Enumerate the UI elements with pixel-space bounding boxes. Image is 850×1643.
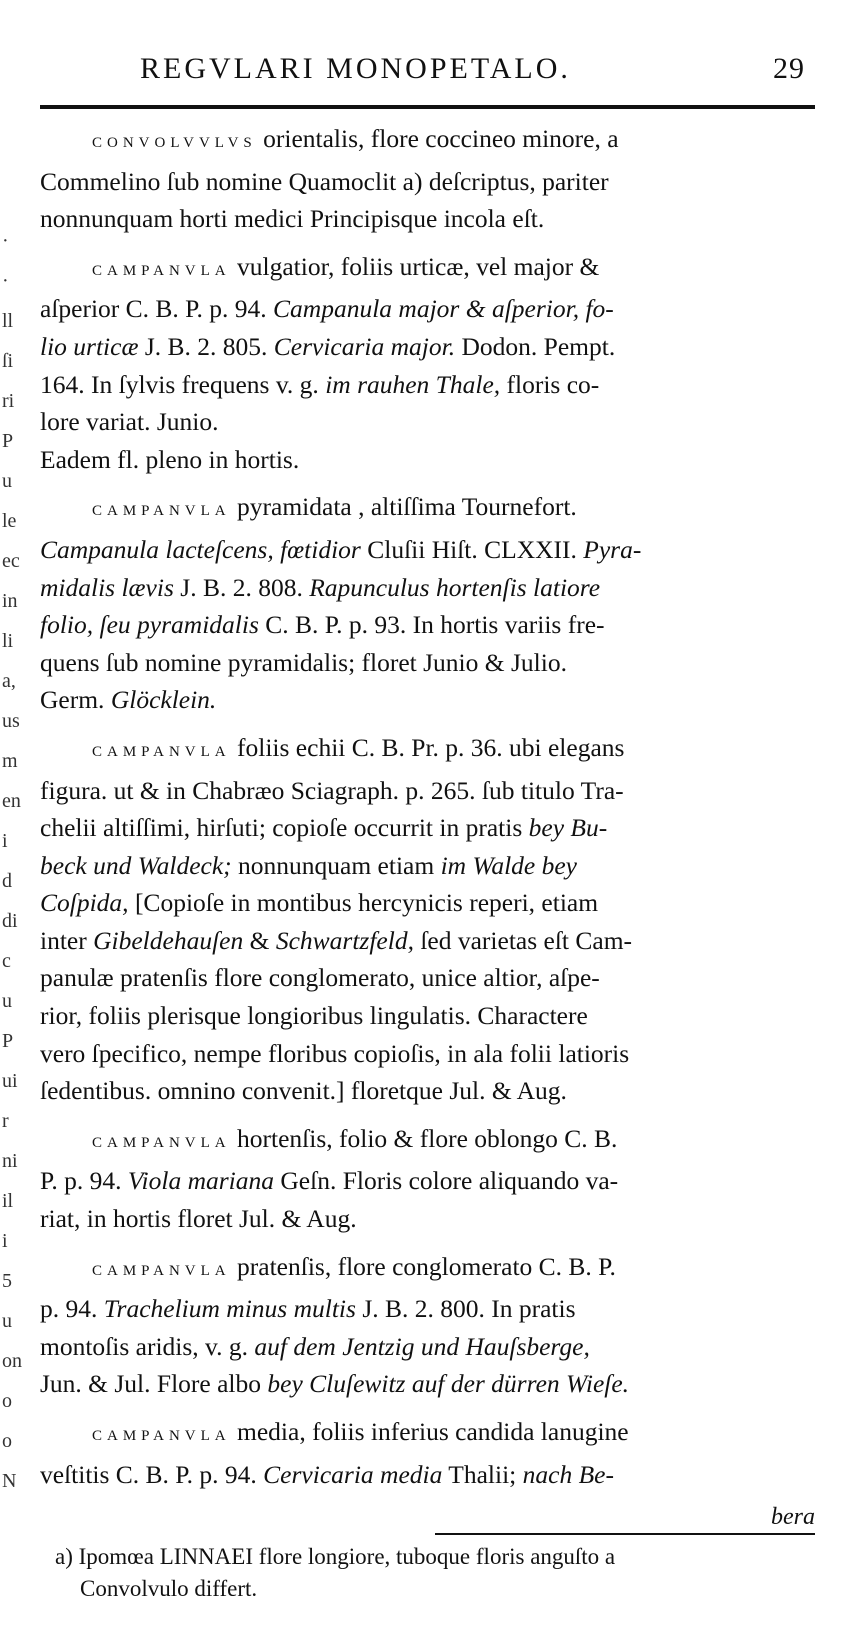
text-segment: C. B. P. p. 93. In hortis variis fre- xyxy=(258,610,605,640)
text-segment: rior, foliis plerisque longioribus lingulatis. Charactere xyxy=(40,1001,588,1031)
text-line xyxy=(40,531,815,569)
margin-mark: i xyxy=(2,1230,8,1252)
genus-name: CAMPANVLA xyxy=(92,1428,231,1444)
margin-mark: li xyxy=(2,630,14,652)
text-segment: montoſis aridis, v. g. xyxy=(40,1331,255,1361)
italic-text: beck und Waldeck; xyxy=(40,850,232,880)
margin-mark: o xyxy=(2,1390,12,1412)
text-line xyxy=(40,163,815,201)
text-segment: nonnunquam etiam xyxy=(231,850,441,880)
italic-text: Cervicaria media xyxy=(263,1459,443,1489)
margin-mark: ni xyxy=(2,1150,18,1172)
italic-text: Cervicaria major. xyxy=(273,331,456,361)
entry xyxy=(40,248,815,479)
italic-text: lio urticæ xyxy=(40,331,139,361)
text-line xyxy=(40,729,815,772)
margin-mark: le xyxy=(2,510,17,532)
text-line xyxy=(40,884,815,922)
text-line xyxy=(40,922,815,960)
text-segment: Jun. & Jul. Flore albo xyxy=(40,1369,268,1399)
text-line xyxy=(40,681,815,719)
text-line xyxy=(40,1328,815,1366)
genus-name: CAMPANVLA xyxy=(92,1262,231,1279)
entry xyxy=(40,1413,815,1493)
text-segment: ſedentibus. omnino convenit.] floretque Jul. & Aug. xyxy=(40,1076,567,1106)
italic-text: nach Be- xyxy=(522,1459,614,1489)
page-header xyxy=(140,52,805,92)
running-title: REGVLARI MONOPETALO. xyxy=(140,52,571,85)
entry xyxy=(40,488,815,719)
footnote xyxy=(55,1541,815,1605)
text-segment: riat, in hortis floret Jul. & Aug. xyxy=(40,1204,357,1234)
text-line xyxy=(40,1290,815,1328)
margin-mark: u xyxy=(2,1310,12,1332)
margin-mark: us xyxy=(2,710,20,732)
text-segment: vero ſpecifico, nempe floribus copioſis, in ala folii latioris xyxy=(40,1038,630,1068)
margin-mark: en xyxy=(2,790,21,812)
page-number: 29 xyxy=(773,52,805,85)
margin-mark: u xyxy=(2,990,12,1012)
margin-mark: i xyxy=(2,830,8,852)
text-line xyxy=(40,1248,815,1291)
text-line xyxy=(40,644,815,682)
genus-name: CONVOLVVLVS xyxy=(92,135,257,151)
text-segment: J. B. 2. 808. xyxy=(173,572,310,602)
text-segment: p. 94. xyxy=(40,1294,104,1324)
margin-mark: ri xyxy=(2,390,15,412)
text-segment: [Copioſe in montibus hercynicis reperi, etiam xyxy=(128,888,599,918)
entry xyxy=(40,729,815,1110)
text-segment: Dodon. Pempt. xyxy=(455,331,616,361)
margin-mark: in xyxy=(2,590,18,612)
text-line xyxy=(40,366,815,404)
italic-text: Trachelium minus multis xyxy=(103,1294,356,1324)
text-segment: Commelino ſub nomine Quamoclit a) deſcriptus, pariter xyxy=(40,166,609,196)
margin-mark: · xyxy=(2,230,9,252)
italic-text: folio, ſeu pyramidalis xyxy=(40,610,259,640)
margin-mark: m xyxy=(2,750,18,772)
text-line xyxy=(40,328,815,366)
text-segment: pyramidata , altiſſima Tournefort. xyxy=(230,492,577,522)
text-line xyxy=(40,1035,815,1073)
text-segment: chelii altiſſimi, hirſuti; copioſe occurrit in pratis xyxy=(40,813,529,843)
margin-mark: ec xyxy=(2,550,20,572)
margin-mark: P xyxy=(2,430,14,452)
italic-text: Gibeldehauſen xyxy=(93,925,244,955)
text-segment: vulgatior, foliis urticæ, vel major & xyxy=(230,251,600,281)
italic-text: Pyra- xyxy=(583,534,642,564)
text-segment: panulæ pratenſis flore conglomerato, unice altior, aſpe- xyxy=(40,963,600,993)
margin-mark: o xyxy=(2,1430,12,1452)
margin-mark: ſi xyxy=(2,350,14,372)
margin-mark: d xyxy=(2,870,12,892)
text-line xyxy=(40,403,815,441)
text-line xyxy=(40,200,815,238)
entry xyxy=(40,1248,815,1403)
italic-text: Rapunculus hortenſis latiore xyxy=(309,572,601,602)
text-segment: J. B. 2. 805. xyxy=(138,331,274,361)
italic-text: auf dem Jentzig und Hauſsberge, xyxy=(254,1331,590,1361)
italic-text: Glöcklein. xyxy=(110,685,217,715)
text-line xyxy=(40,1072,815,1110)
text-line xyxy=(40,488,815,531)
margin-mark: P xyxy=(2,1030,14,1052)
text-segment: floris co- xyxy=(500,369,600,399)
text-segment: hortenſis, folio & flore oblongo C. B. xyxy=(230,1123,618,1153)
margin-mark: N xyxy=(2,1470,17,1492)
text-line xyxy=(40,1456,815,1494)
italic-text: im Walde bey xyxy=(440,850,578,880)
text-line xyxy=(40,772,815,810)
text-line xyxy=(40,248,815,291)
text-segment: Geſn. Floris colore aliquando va- xyxy=(274,1166,619,1196)
text-segment: quens ſub nomine pyramidalis; floret Junio & Julio. xyxy=(40,647,567,677)
text-segment: P. p. 94. xyxy=(40,1166,128,1196)
text-segment: & xyxy=(243,925,276,955)
margin-mark: ui xyxy=(2,1070,18,1092)
text-segment: pratenſis, flore conglomerato C. B. P. xyxy=(230,1251,616,1281)
text-segment: Germ. xyxy=(40,685,111,715)
text-line xyxy=(40,441,815,479)
text-line xyxy=(40,606,815,644)
catchword: bera xyxy=(771,1504,815,1531)
text-line xyxy=(40,1200,815,1238)
text-line xyxy=(40,809,815,847)
text-line xyxy=(40,290,815,328)
text-segment: lore variat. Junio. xyxy=(40,407,219,437)
italic-text: bey Cluſewitz auf der dürren Wieſe. xyxy=(267,1369,630,1399)
text-line xyxy=(40,997,815,1035)
text-segment: inter xyxy=(40,925,94,955)
text-line xyxy=(40,1162,815,1200)
margin-mark: u xyxy=(2,470,12,492)
body-text xyxy=(40,120,815,1605)
text-line xyxy=(40,1365,815,1403)
text-line xyxy=(40,120,815,163)
text-segment: 164. In ſylvis frequens v. g. xyxy=(40,369,326,399)
italic-text: bey Bu- xyxy=(528,813,608,843)
genus-name: CAMPANVLA xyxy=(92,262,231,279)
header-rule xyxy=(40,105,815,109)
italic-text: Campanula major & aſperior, fo- xyxy=(273,294,614,324)
text-segment: veſtitis C. B. P. p. 94. xyxy=(40,1459,264,1489)
text-line xyxy=(40,959,815,997)
italic-text: im rauhen Thale, xyxy=(325,369,501,399)
text-line xyxy=(40,569,815,607)
italic-text: Coſpida, xyxy=(40,888,129,918)
text-segment: figura. ut & in Chabræo Sciagraph. p. 265. ſub titulo Tra- xyxy=(40,775,624,805)
text-line xyxy=(40,847,815,885)
margin-mark: ll xyxy=(2,310,14,332)
margin-mark: il xyxy=(2,1190,14,1212)
text-segment: nonnunquam horti medici Principisque incola eſt. xyxy=(40,204,545,234)
entry xyxy=(40,120,815,238)
margin-mark: 5 xyxy=(2,1270,12,1292)
text-segment: foliis echii C. B. Pr. p. 36. ubi elegans xyxy=(230,732,625,762)
text-segment: ſed varietas eſt Cam- xyxy=(413,925,633,955)
text-line xyxy=(40,1120,815,1163)
footnote-rule xyxy=(435,1533,815,1535)
genus-name: CAMPANVLA xyxy=(92,1134,231,1151)
genus-name: CAMPANVLA xyxy=(92,503,231,520)
footnote-line: Convolvulo differt. xyxy=(80,1576,258,1602)
italic-text: Schwartzfeld, xyxy=(275,925,414,955)
margin-mark: r xyxy=(2,1110,9,1132)
margin-mark: a, xyxy=(2,670,16,692)
genus-name: CAMPANVLA xyxy=(92,743,231,760)
margin-mark: di xyxy=(2,910,18,932)
text-segment: Thalii; xyxy=(442,1459,523,1489)
margin-mark: c xyxy=(2,950,11,972)
italic-text: Viola mariana xyxy=(127,1166,275,1196)
margin-mark: · xyxy=(2,270,9,292)
text-segment: media, foliis inferius candida lanugine xyxy=(230,1417,629,1446)
entry xyxy=(40,1120,815,1238)
text-segment: orientalis, flore coccineo minore, a xyxy=(256,124,619,153)
text-segment: Eadem fl. pleno in hortis. xyxy=(40,444,300,474)
text-line xyxy=(40,1413,815,1456)
italic-text: midalis lævis xyxy=(40,572,174,602)
text-segment: aſperior C. B. P. p. 94. xyxy=(40,294,274,324)
footnote-line: a) Ipomœa LINNAEI flore longiore, tuboque floris anguſto a xyxy=(55,1544,616,1570)
text-segment: J. B. 2. 800. In pratis xyxy=(355,1294,576,1324)
margin-mark: on xyxy=(2,1350,22,1372)
italic-text: Campanula lacteſcens, fœtidior xyxy=(40,534,361,564)
text-segment: Cluſii Hiſt. CLXXII. xyxy=(360,534,584,564)
